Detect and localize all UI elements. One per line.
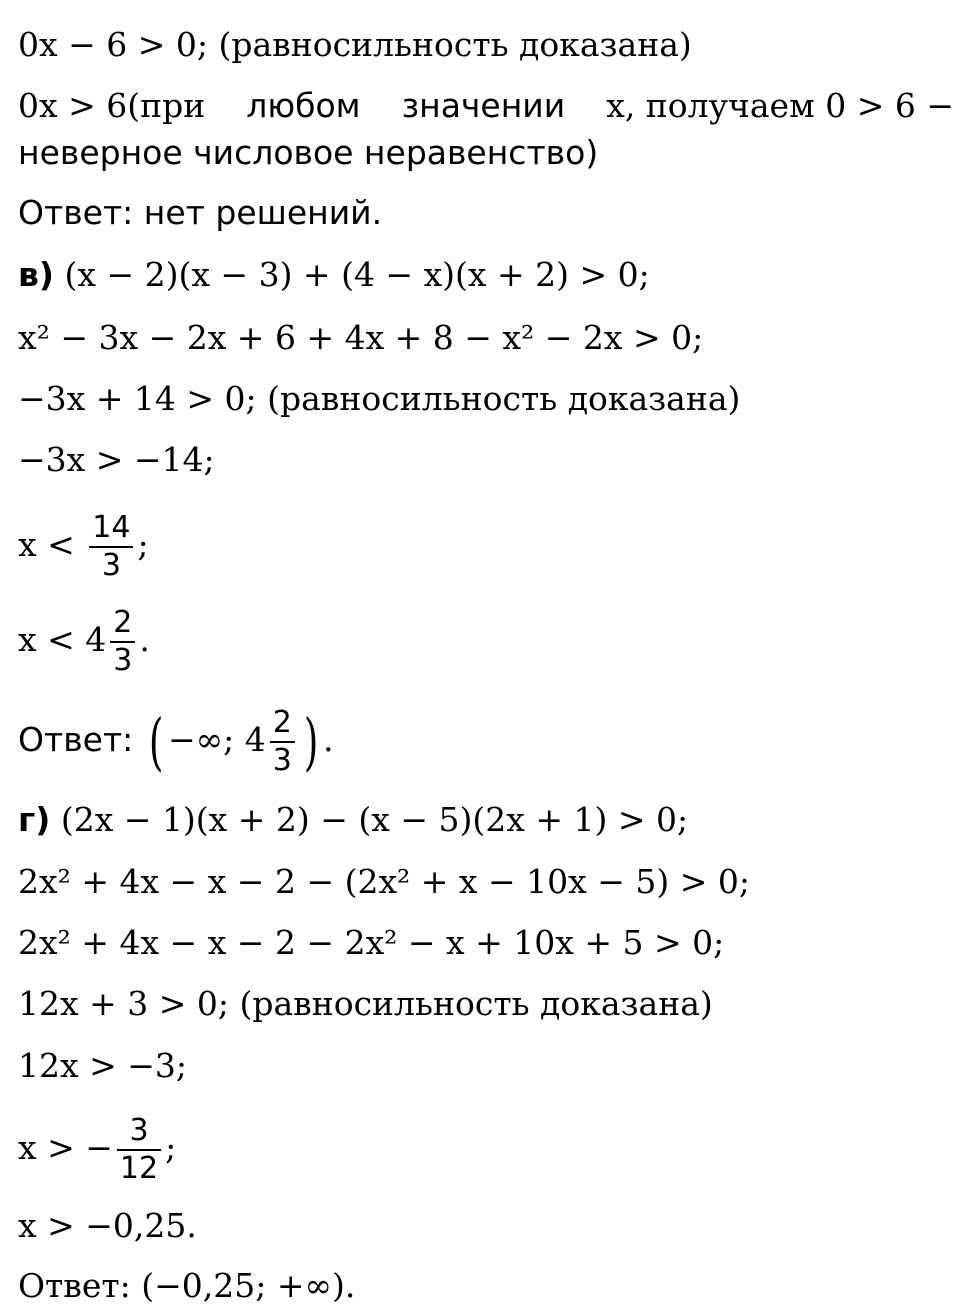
text-segment: x < 4 xyxy=(18,620,107,659)
line-expanded: 2x² + 4x − x − 2 − (2x² + x − 10x − 5) > 0; xyxy=(18,862,750,901)
close-paren: ) xyxy=(303,705,319,778)
problem-expression: (2x − 1)(x + 2) − (x − 5)(2x + 1) > 0; xyxy=(60,800,689,839)
answer-label: Ответ: xyxy=(18,720,134,759)
text-segment: ; xyxy=(137,525,149,564)
line-step: 12x > −3; xyxy=(18,1046,187,1085)
problem-g-header xyxy=(18,800,688,840)
text-segment: . xyxy=(323,720,334,759)
fraction-numerator: 2 xyxy=(110,605,135,643)
text-segment: x > − xyxy=(18,1128,113,1167)
line-expanded-2: 2x² + 4x − x − 2 − 2x² − x + 10x + 5 > 0; xyxy=(18,923,725,962)
line-expanded: x² − 3x − 2x + 6 + 4x + 8 − x² − 2x > 0; xyxy=(18,318,704,357)
fraction xyxy=(110,605,135,679)
line-fraction xyxy=(18,1108,176,1188)
text-segment: 0x > 6(при xyxy=(18,86,206,125)
text-segment: x, получаем 0 > 6 − xyxy=(606,86,954,125)
fraction xyxy=(270,705,295,779)
line-simplified: 12x + 3 > 0; (равносильность доказана) xyxy=(18,984,713,1023)
line-mixed-number xyxy=(18,600,150,680)
line-step: −3x > −14; xyxy=(18,440,215,479)
line-decimal: x > −0,25. xyxy=(18,1206,197,1245)
fraction-numerator: 14 xyxy=(89,510,133,548)
fraction-numerator: 2 xyxy=(270,705,295,743)
answer-g: Ответ: (−0,25; +∞). xyxy=(18,1266,356,1305)
fraction-denominator: 3 xyxy=(113,643,133,678)
problem-expression: (x − 2)(x − 3) + (4 − x)(x + 2) > 0; xyxy=(64,255,650,294)
line-simplified: −3x + 14 > 0; (равносильность доказана) xyxy=(18,379,741,418)
line-justified-explanation xyxy=(18,86,954,126)
answer-no-solutions: Ответ: нет решений. xyxy=(18,193,383,232)
line-inequality-0x: 0x − 6 > 0; (равносильность доказана) xyxy=(18,25,692,64)
text-segment: значении xyxy=(401,86,566,125)
text-segment: . xyxy=(139,620,150,659)
problem-label: в) xyxy=(18,255,54,294)
answer-v xyxy=(18,700,334,780)
line-explanation-cont: неверное числовое неравенство) xyxy=(18,133,599,172)
text-segment: ; xyxy=(165,1128,177,1167)
fraction-denominator: 3 xyxy=(101,548,121,583)
problem-label: г) xyxy=(18,800,51,839)
problem-v-header xyxy=(18,255,650,295)
line-fraction xyxy=(18,505,149,585)
open-paren: ( xyxy=(148,705,164,778)
fraction-numerator: 3 xyxy=(117,1113,161,1151)
fraction xyxy=(117,1113,161,1187)
interval-text: −∞; 4 xyxy=(168,720,266,759)
fraction-denominator: 3 xyxy=(272,743,292,778)
text-segment: любом xyxy=(246,86,361,125)
fraction-denominator: 12 xyxy=(119,1151,159,1186)
fraction xyxy=(89,510,133,584)
text-segment: x < xyxy=(18,525,75,564)
